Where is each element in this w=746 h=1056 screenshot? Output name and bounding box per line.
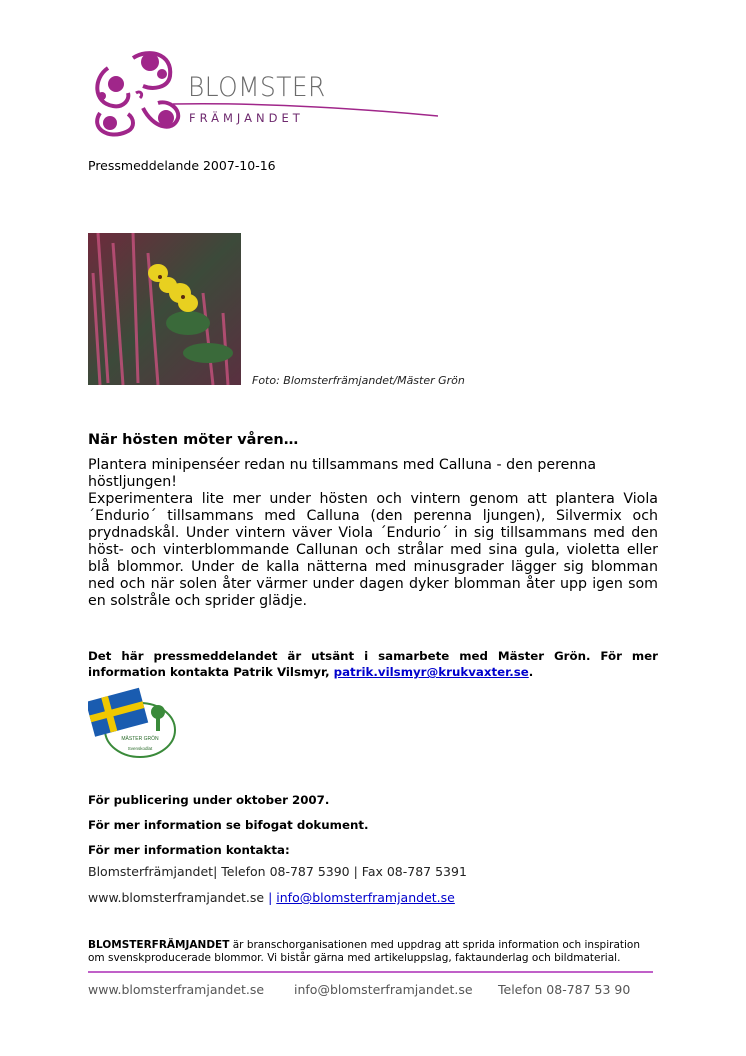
association-text: är branschorganisationen med uppdrag att sprida information och inspiration om svenskproducerade blommor. Vi bistår gärna med artikeluppslag, faktaunderlag och bildmaterial. [88, 939, 641, 964]
footer-divider [88, 971, 653, 973]
logo-subtitle: FRÄMJANDET [189, 111, 304, 125]
collaboration-end: . [528, 665, 534, 679]
footer-email: info@blomsterframjandet.se [294, 982, 473, 997]
contact-line: Blomsterfrämjandet| Telefon 08-787 5390 | Fax 08-787 5391 [88, 864, 467, 879]
master-gron-badge [88, 684, 180, 760]
article-intro: Plantera minipenséer redan nu tillsammans med Calluna - den perenna höstljungen! [88, 457, 597, 490]
web-separator: | [264, 890, 277, 905]
flower-logo-icon [88, 48, 198, 140]
flower-photo [88, 233, 241, 385]
footer-website: www.blomsterframjandet.se [88, 982, 265, 997]
website-text: www.blomsterframjandet.se [88, 890, 265, 905]
photo-caption: Foto: Blomsterfrämjandet/Mäster Grön [252, 374, 465, 387]
article-headline: När hösten möter våren… [88, 432, 299, 448]
badge-title: MÄSTER GRÖN [121, 736, 159, 742]
attached-doc-note: För mer information se bifogat dokument. [88, 818, 369, 832]
badge-subtitle: Svenskodlat [127, 746, 153, 751]
blomsterframjandet-logo [88, 48, 363, 140]
association-name: BLOMSTERFRÄMJANDET [88, 939, 230, 951]
press-release-date: Pressmeddelande 2007-10-16 [88, 158, 276, 173]
info-email-link[interactable]: info@blomsterframjandet.se [276, 890, 455, 905]
article-body: Experimentera lite mer under hösten och vintern genom att plantera Viola ´Endurio´ tillsammans med Calluna (den perenna ljungen), Silvermix och prydnadskål. Under vintern väver Viola ´Endurio´ in sig tillsammans med den höst- och vinterblommande Callunan och strålar med sina gula, violetta eller blå blommor. Under de kalla nätterna med minusgrader lägger sig blomman ned och när solen åter värmer under dagen dyker blomman åter upp igen som en solstråle och sprider glädje. [88, 491, 658, 609]
collaboration-text: Det här pressmeddelandet är utsänt i samarbete med Mäster Grön. För mer information kontakta Patrik Vilsmyr, [88, 649, 658, 679]
collaboration-note [88, 648, 658, 680]
logo-wordmark: BLOMSTER [188, 72, 326, 103]
association-description [88, 939, 658, 964]
contact-email-link[interactable]: patrik.vilsmyr@krukvaxter.se [333, 665, 529, 679]
publish-note: För publicering under oktober 2007. [88, 793, 330, 807]
contact-heading: För mer information kontakta: [88, 843, 290, 857]
web-line [88, 890, 455, 905]
footer-phone: Telefon 08-787 53 90 [498, 982, 631, 997]
